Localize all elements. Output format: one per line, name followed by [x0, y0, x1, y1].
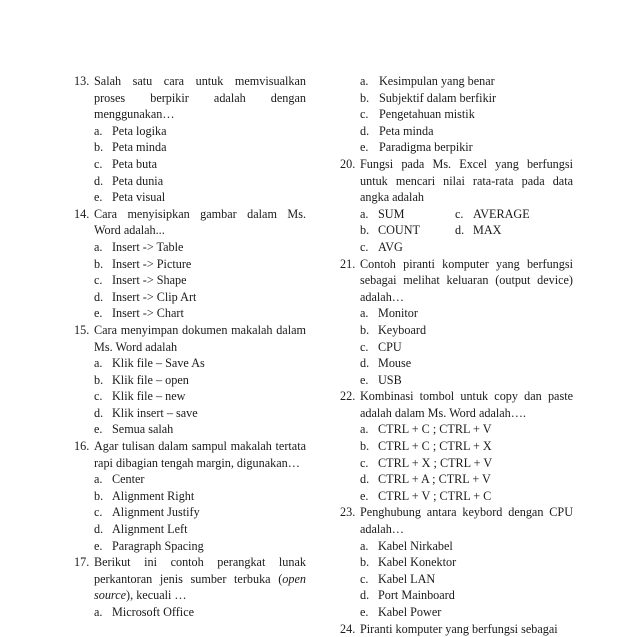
option-text: Insert -> Shape [112, 273, 187, 288]
question-text: Contoh piranti komputer yang berfungsi sebagai melihat keluaran (output device) adalah… [360, 256, 573, 304]
option [94, 538, 306, 555]
option-text: MAX [473, 223, 502, 238]
option-letter: a. [360, 538, 369, 553]
question-text-italic: open source [94, 571, 306, 603]
option-text: AVG [378, 239, 403, 254]
option [94, 239, 306, 256]
option-letter: d. [94, 289, 104, 304]
question [340, 388, 573, 504]
option [94, 355, 306, 372]
option-letter: e. [94, 190, 103, 205]
option-letter: b. [94, 256, 104, 271]
option-text: Mouse [378, 356, 412, 371]
option-letter: d. [94, 522, 104, 537]
question-number: 17. [74, 555, 90, 570]
option-text: Semua salah [112, 422, 174, 437]
question [340, 256, 573, 389]
option-letter: a. [360, 306, 369, 321]
option-text: Insert -> Clip Art [112, 289, 197, 304]
option-grid [360, 206, 573, 256]
question [74, 322, 306, 438]
question [340, 156, 573, 256]
option-text: Insert -> Table [112, 239, 184, 254]
option-letter: c. [360, 239, 369, 254]
question-text: Kombinasi tombol untuk copy dan paste adalah dalam Ms. Word adalah…. [360, 389, 573, 420]
option-text: Subjektif dalam berfikir [379, 90, 497, 105]
option-letter: c. [94, 273, 103, 288]
option [360, 372, 573, 389]
question-stem [74, 73, 306, 123]
question-number: 16. [74, 439, 90, 454]
option [455, 222, 550, 239]
option-text: Kabel Konektor [378, 555, 457, 570]
question-stem [74, 322, 306, 355]
option-text: CTRL + C ; CTRL + V [378, 422, 492, 437]
option [94, 604, 306, 621]
option-letter: a. [94, 472, 103, 487]
question-stem [340, 388, 573, 421]
option [360, 339, 573, 356]
question-number: 13. [74, 74, 90, 88]
option-letter: a. [94, 605, 103, 619]
option [360, 438, 573, 455]
option [94, 405, 306, 422]
option [94, 305, 306, 322]
option [360, 222, 455, 239]
question-stem [74, 438, 306, 471]
option [94, 123, 306, 140]
option [360, 554, 573, 571]
option-letter: c. [94, 505, 103, 520]
option [360, 206, 455, 223]
option-letter: e. [360, 488, 369, 503]
option-text: CTRL + X ; CTRL + V [378, 455, 493, 470]
right-column [340, 73, 573, 637]
option-text: CTRL + C ; CTRL + X [378, 439, 492, 454]
question-number: 20. [340, 156, 356, 171]
question-text: Cara menyisipkan gambar dalam Ms. Word adalah... [94, 206, 306, 238]
question-stem [340, 504, 573, 537]
option-text: Peta visual [112, 190, 166, 205]
option [360, 355, 573, 372]
option-letter: c. [455, 206, 464, 221]
option-text: Peta logika [112, 123, 167, 138]
option-text: Klik file – Save As [112, 356, 205, 371]
option-text: Insert -> Picture [112, 256, 192, 271]
option-letter: a. [94, 123, 103, 138]
option-letter: d. [360, 356, 370, 371]
option-text: SUM [378, 206, 405, 221]
option [94, 421, 306, 438]
option-letter: b. [360, 439, 370, 454]
option [360, 123, 573, 140]
option-text: USB [378, 372, 402, 387]
question-number: 22. [340, 389, 356, 404]
option [360, 139, 573, 156]
option-grid-row [360, 206, 573, 223]
option-text: CTRL + A ; CTRL + V [378, 472, 491, 487]
option-text: Alignment Left [112, 522, 188, 537]
question-stem [340, 621, 573, 637]
option-letter: c. [360, 455, 369, 470]
option-text: Monitor [378, 306, 418, 321]
option [94, 256, 306, 273]
option-letter: c. [360, 339, 369, 354]
option [360, 322, 573, 339]
option-grid-row [360, 222, 573, 239]
option-letter: e. [360, 140, 369, 155]
option-letter: c. [94, 156, 103, 171]
question-number: 23. [340, 505, 356, 520]
left-column [74, 73, 306, 621]
continued-options [340, 73, 573, 156]
option [360, 587, 573, 604]
question-stem [340, 256, 573, 306]
option-letter: d. [94, 405, 104, 420]
option [360, 455, 573, 472]
option-text: Port Mainboard [378, 588, 455, 603]
option-letter: e. [94, 306, 103, 321]
question [74, 438, 306, 554]
option-letter: e. [360, 605, 369, 619]
question-text: Salah satu cara untuk memvisualkan proses berpikir adalah dengan menggunakan… [94, 74, 306, 122]
option-text: Kesimpulan yang benar [379, 74, 495, 88]
option [360, 538, 573, 555]
option [94, 272, 306, 289]
option-text: Peta buta [112, 156, 158, 171]
option-letter: c. [360, 571, 369, 586]
option-letter: a. [94, 239, 103, 254]
option [360, 421, 573, 438]
option-letter: e. [94, 422, 103, 437]
option-text: Paragraph Spacing [112, 538, 204, 553]
option-letter: e. [360, 372, 369, 387]
option [360, 106, 573, 123]
option-letter: d. [455, 223, 465, 238]
question-number: 14. [74, 206, 90, 221]
option [94, 372, 306, 389]
option-text: Microsoft Office [112, 605, 195, 619]
option [94, 521, 306, 538]
option-text: Peta minda [379, 123, 434, 138]
option-letter: e. [94, 538, 103, 553]
option [360, 488, 573, 505]
question-text: Cara menyimpan dokumen makalah dalam Ms. Word adalah [94, 322, 306, 354]
option-text: Kabel Power [378, 605, 442, 619]
question-text: Piranti komputer yang berfungsi sebagai [360, 621, 558, 636]
question [74, 554, 306, 620]
option [94, 173, 306, 190]
option-text: CPU [378, 339, 402, 354]
option-letter: b. [360, 555, 370, 570]
option-text: Alignment Justify [112, 505, 200, 520]
question-number: 24. [340, 621, 356, 636]
option-letter: c. [94, 389, 103, 404]
option-letter: d. [360, 123, 370, 138]
option-text: Klik file – open [112, 372, 189, 387]
option-text: Klik file – new [112, 389, 186, 404]
question-stem [74, 206, 306, 239]
option [455, 206, 550, 223]
option-text: Kabel LAN [378, 571, 436, 586]
option-text: Kabel Nirkabel [378, 538, 453, 553]
option-text: CTRL + V ; CTRL + C [378, 488, 492, 503]
question-stem [340, 156, 573, 206]
option-letter: d. [94, 173, 104, 188]
question-text: Berikut ini contoh perangkat lunak perkantoran jenis sumber terbuka (open source), kecuali … [94, 555, 306, 603]
option [94, 139, 306, 156]
question-number: 21. [340, 256, 356, 271]
question [340, 504, 573, 620]
option-letter: b. [94, 488, 104, 503]
option [360, 571, 573, 588]
question-stem [74, 554, 306, 604]
option-grid-row [360, 239, 573, 256]
option [94, 156, 306, 173]
option-text: Paradigma berpikir [379, 140, 473, 155]
option-text: Keyboard [378, 322, 427, 337]
option-letter: b. [360, 223, 370, 238]
option [94, 388, 306, 405]
option-letter: b. [360, 90, 370, 105]
question-text: Fungsi pada Ms. Excel yang berfungsi untuk mencari nilai rata-rata pada data angka adalah [360, 156, 573, 205]
option [360, 90, 573, 107]
option [360, 239, 455, 256]
option-text: AVERAGE [473, 206, 530, 221]
option-text: Center [112, 472, 145, 487]
option-letter: d. [360, 472, 370, 487]
option [94, 504, 306, 521]
option [360, 604, 573, 621]
option [94, 189, 306, 206]
option-letter: a. [94, 356, 103, 371]
option-text: Alignment Right [112, 488, 195, 503]
option [360, 305, 573, 322]
option [94, 289, 306, 306]
option [94, 471, 306, 488]
option-text: Klik insert – save [112, 405, 198, 420]
option-letter: a. [360, 206, 369, 221]
option-text: COUNT [378, 223, 420, 238]
option-letter: d. [360, 588, 370, 603]
option [94, 488, 306, 505]
option-letter: b. [94, 372, 104, 387]
question-text: Agar tulisan dalam sampul makalah tertata rapi dibagian tengah margin, digunakan… [94, 439, 306, 470]
option-letter: c. [360, 107, 369, 122]
option-text: Peta dunia [112, 173, 164, 188]
question [74, 206, 306, 322]
question-number: 15. [74, 322, 90, 337]
option-text: Pengetahuan mistik [379, 107, 475, 122]
question-text: Penghubung antara keybord dengan CPU adalah… [360, 505, 573, 537]
option-text: Insert -> Chart [112, 306, 184, 321]
option-letter: b. [94, 140, 104, 155]
option-letter: b. [360, 322, 370, 337]
option-letter: a. [360, 74, 369, 88]
option-letter: a. [360, 422, 369, 437]
question [74, 73, 306, 206]
question [340, 621, 573, 637]
option [360, 73, 573, 90]
option-text: Peta minda [112, 140, 167, 155]
option [360, 471, 573, 488]
